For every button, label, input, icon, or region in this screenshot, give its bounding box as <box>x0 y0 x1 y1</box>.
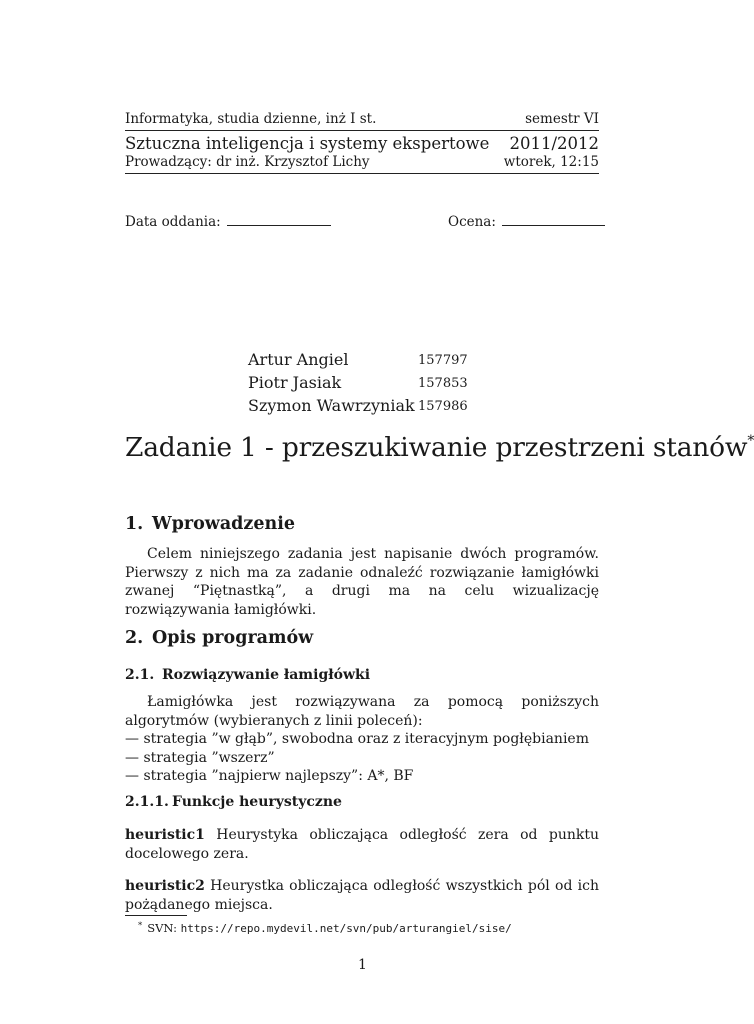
submitted-date-label: Data oddania: <box>125 214 221 230</box>
footnote-mark: * <box>138 921 143 931</box>
section-heading-programs <box>125 628 313 648</box>
section-title: Opis programów <box>152 628 314 648</box>
heuristic-term: heuristic2 <box>125 878 205 894</box>
course-title: Sztuczna inteligencja i systemy ekspertowe <box>125 134 490 153</box>
footnote-rule <box>125 915 187 916</box>
author-name: Szymon Wawrzyniak <box>248 396 415 415</box>
subsection-number: 2.1. <box>125 667 155 683</box>
program-label: Informatyka, studia dzienne, inż I st. <box>125 111 377 127</box>
footnote-link[interactable]: https://repo.mydevil.net/svn/pub/arturangiel/sise/ <box>180 922 512 935</box>
author-name: Artur Angiel <box>248 350 349 369</box>
author-id: 157986 <box>418 399 468 414</box>
submitted-date-blank <box>227 213 331 226</box>
intro-paragraph: Celem niniejszego zadania jest napisanie dwóch programów. Pierwszy z nich ma za zadanie odnaleźć rozwiązanie łamigłówki zwanej “Piętnastką”, a drugi ma na celu wizualizację rozwiązywania łamigłówki. <box>125 546 599 618</box>
heuristic-term: heuristic1 <box>125 827 205 843</box>
solving-paragraph: Łamigłówka jest rozwiązywana za pomocą poniższych algorytmów (wybieranych z linii poleceń): <box>125 694 599 729</box>
section-heading-intro <box>125 514 295 534</box>
page-number: 1 <box>358 957 367 973</box>
heuristic-item <box>125 877 599 914</box>
author-id: 157853 <box>418 376 468 391</box>
header-rule-top <box>125 130 599 131</box>
academic-year: 2011/2012 <box>509 134 599 153</box>
header-top-row <box>125 111 599 127</box>
footnote-label: SVN: <box>147 921 177 935</box>
grade-field <box>448 213 605 230</box>
subsection-heading-solving <box>125 667 370 683</box>
header-rule-bottom <box>125 173 599 174</box>
list-item: — strategia ”wszerz” <box>125 749 275 766</box>
subsubsection-heading-heuristics <box>125 794 342 810</box>
subsubsection-title: Funkcje heurystyczne <box>172 794 342 810</box>
instructor-label: Prowadzący: dr inż. Krzysztof Lichy <box>125 154 370 170</box>
heuristic-item <box>125 826 599 863</box>
schedule-label: wtorek, 12:15 <box>503 154 599 170</box>
list-item: — strategia ”w głąb”, swobodna oraz z iteracyjnym pogłębianiem <box>125 731 589 747</box>
heuristic-description: Heurystka obliczająca odległość wszystkich pól od ich pożądanego miejsca. <box>125 878 600 913</box>
document-title-text: Zadanie 1 - przeszukiwanie przestrzeni stanów <box>125 432 748 463</box>
title-footnote-mark: * <box>747 433 754 449</box>
document-title <box>125 432 754 463</box>
section-number: 1. <box>125 514 144 534</box>
author-name: Piotr Jasiak <box>248 373 342 392</box>
subsubsection-number: 2.1.1. <box>125 794 169 810</box>
list-item: — strategia ”najpierw najlepszy”: A*, BF <box>125 768 414 784</box>
strategy-list <box>125 730 599 786</box>
heuristic-description: Heurystyka obliczająca odległość zera od punktu docelowego zera. <box>125 827 599 862</box>
header-instructor-row <box>125 154 599 170</box>
section-number: 2. <box>125 628 144 648</box>
semester-label: semestr VI <box>525 111 599 127</box>
footnote <box>138 921 512 935</box>
subsection-title: Rozwiązywanie łamigłówki <box>162 667 371 683</box>
submitted-date-field <box>125 213 331 230</box>
grade-label: Ocena: <box>448 214 496 230</box>
grade-blank <box>502 213 605 226</box>
header-course-row <box>125 134 599 153</box>
author-id: 157797 <box>418 353 468 368</box>
section-title: Wprowadzenie <box>152 514 295 534</box>
